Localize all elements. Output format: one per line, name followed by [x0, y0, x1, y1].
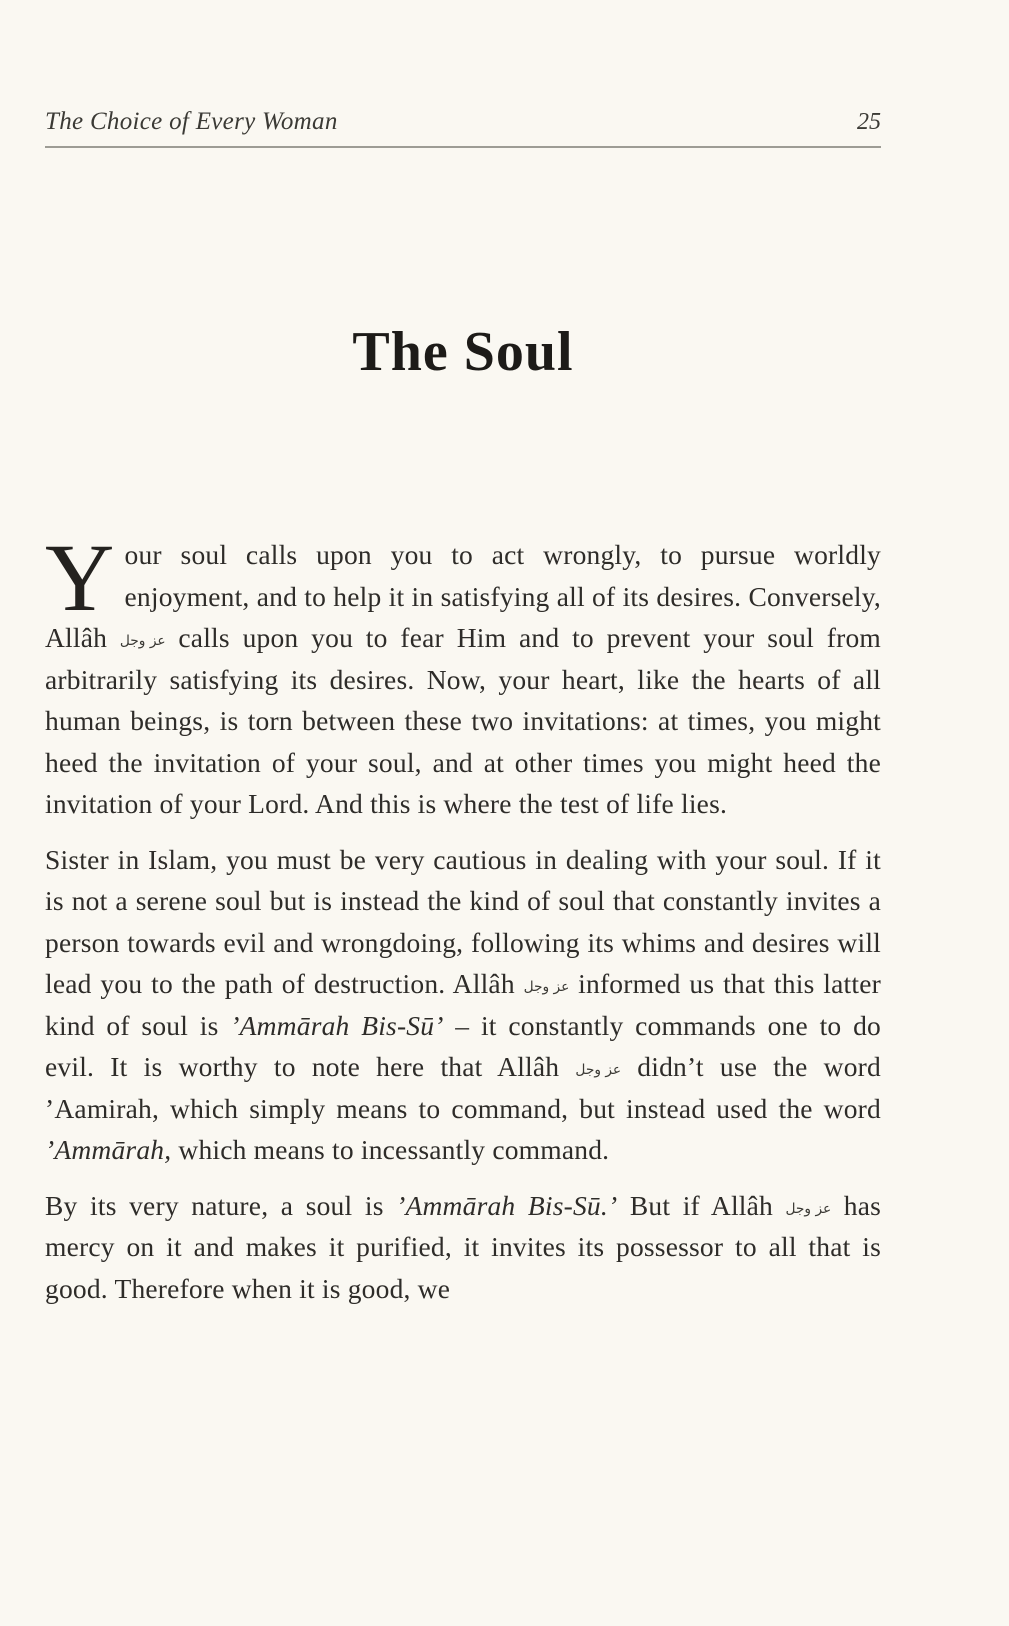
text-segment: But if Allâh — [617, 1189, 786, 1221]
text-segment: which means to incessantly command. — [171, 1134, 610, 1165]
text-segment: ’Ammārah Bis-Sū’ — [230, 1009, 444, 1041]
text-segment: ’Ammārah Bis-Sū.’ — [396, 1189, 618, 1221]
drop-cap: Y — [45, 524, 115, 631]
text-segment: our soul calls upon you to act wrongly, to pursue worldly enjoyment, and to help it in satisfying all of its desires. Conversely, Allâh — [45, 539, 881, 653]
running-header — [45, 108, 881, 136]
allah-honorific-symbol: عز وجل — [119, 633, 166, 649]
text-column — [45, 108, 881, 1309]
body-text — [45, 524, 882, 1309]
header-rule — [45, 146, 881, 148]
text-segment: ’Ammārah, — [45, 1134, 172, 1165]
chapter-title: The Soul — [352, 321, 574, 383]
paragraph — [45, 524, 881, 825]
text-segment: didn’t use the word ’Aamirah, which simply means to command, but instead used the word — [45, 1051, 881, 1124]
text-segment: By its very nature, a soul is — [45, 1189, 397, 1221]
paragraph — [45, 1185, 881, 1310]
text-segment: informed us that this latter kind of soul is — [45, 968, 882, 1041]
page-number: 25 — [857, 109, 881, 135]
book-title: The Choice of Every Woman — [45, 108, 338, 135]
text-segment: calls upon you to fear Him and to prevent your soul from arbitrarily satisfying its desires. Now, your heart, like the hearts of all human beings, is torn between these two invitations: at times, you might heed the invitation of your soul, and at other times you might heed the invitation of your Lord. And this is where the test of life lies. — [45, 622, 881, 819]
text-segment: – it constantly commands one to do evil. It is worthy to note here that Allâh — [45, 1009, 882, 1082]
paragraph — [45, 839, 881, 1171]
text-segment: has mercy on it and makes it purified, it invites its possessor to all that is good. Therefore when it is good, we — [45, 1189, 882, 1304]
allah-honorific-symbol: عز وجل — [575, 1062, 622, 1078]
allah-honorific-symbol: عز وجل — [785, 1200, 832, 1217]
allah-honorific-symbol: عز وجل — [523, 979, 570, 995]
text-segment: Sister in Islam, you must be very cautious in dealing with your soul. If it is not a serene soul but is instead the kind of soul that constantly invites a person towards evil and wrongdoing, following its whims and desires will lead you to the path of destruction. Allâh — [45, 843, 881, 999]
